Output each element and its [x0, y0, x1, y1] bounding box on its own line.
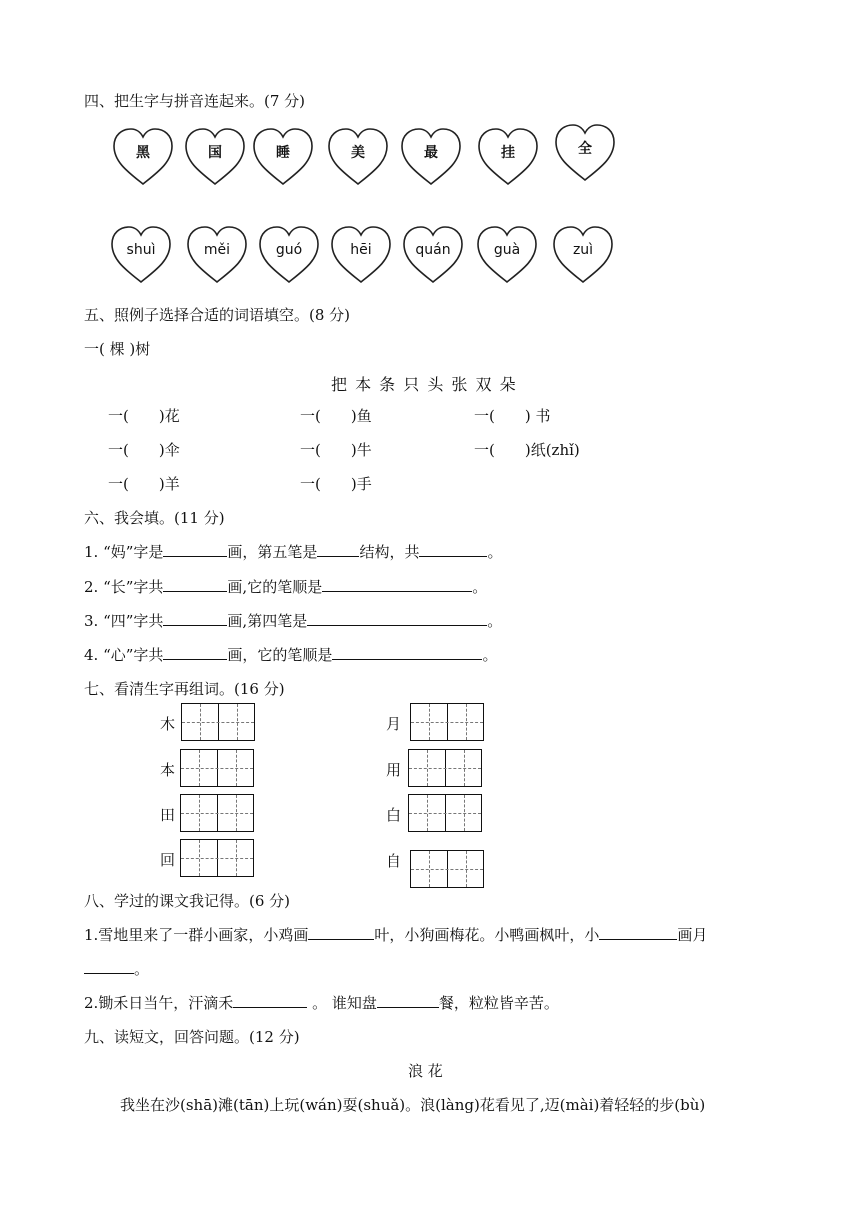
answer-blank[interactable] — [377, 992, 439, 1008]
q6-text: 4. “心”字共 — [84, 646, 164, 664]
q8-text: 2.锄禾日当午，汗滴禾 — [84, 994, 234, 1012]
q6-line-1 — [84, 541, 502, 562]
q8-line-1-cont — [84, 958, 149, 979]
heart-label: 国 — [208, 145, 222, 161]
writing-grid[interactable] — [410, 850, 484, 888]
grid-guide — [181, 813, 253, 814]
heart-label: 最 — [424, 145, 438, 161]
q8-text: 叶，小狗画梅花。小鸭画枫叶，小 — [374, 926, 600, 944]
grid-character-label: 用 — [386, 761, 402, 779]
heart-label: hēi — [350, 242, 372, 258]
grid-character-label: 田 — [160, 806, 176, 824]
q5-item: 一( )牛 — [300, 441, 372, 459]
heart-character[interactable] — [552, 122, 618, 184]
heart-character[interactable] — [398, 126, 464, 188]
answer-blank[interactable] — [163, 644, 227, 660]
q5-item: 一( )手 — [300, 475, 372, 493]
heart-pinyin[interactable] — [256, 224, 322, 286]
q5-item: 一( )鱼 — [300, 407, 372, 425]
q8-title: 八、学过的课文我记得。(6 分) — [84, 892, 291, 910]
q5-item: 一( ) 书 — [474, 407, 551, 425]
passage-title: 浪 花 — [408, 1062, 443, 1080]
q5-example: 一( 棵 )树 — [84, 340, 151, 358]
q6-text: 画,它的笔顺是 — [227, 578, 323, 596]
q6-line-3 — [84, 610, 502, 631]
grid-character-label: 木 — [160, 715, 176, 733]
q9-title: 九、读短文，回答问题。(12 分) — [84, 1028, 300, 1046]
grid-character-label: 月 — [386, 715, 402, 733]
heart-pinyin[interactable] — [328, 224, 394, 286]
writing-grid[interactable] — [181, 703, 255, 741]
grid-character-label: 回 — [160, 851, 176, 869]
q6-text: 。 — [487, 543, 503, 561]
heart-label: quán — [415, 242, 451, 258]
answer-blank[interactable] — [163, 576, 227, 592]
q6-text: 。 — [487, 612, 503, 630]
heart-label: guó — [275, 242, 303, 258]
grid-guide — [181, 768, 253, 769]
grid-guide — [411, 722, 483, 723]
answer-blank[interactable] — [307, 610, 487, 626]
heart-label: 全 — [578, 141, 592, 157]
q5-item: 一( )纸(zhǐ) — [474, 441, 580, 459]
q8-text: 1.雪地里来了一群小画家，小鸡画 — [84, 926, 309, 944]
answer-blank[interactable] — [599, 924, 677, 940]
q6-text: 画，它的笔顺是 — [227, 646, 333, 664]
q6-text: 画,第四笔是 — [227, 612, 308, 630]
writing-grid[interactable] — [408, 794, 482, 832]
q6-title: 六、我会填。(11 分) — [84, 509, 225, 527]
heart-label: zuì — [572, 242, 594, 258]
heart-pinyin[interactable] — [400, 224, 466, 286]
q6-line-2 — [84, 576, 487, 597]
writing-grid[interactable] — [180, 749, 254, 787]
q8-text: 画月 — [677, 926, 708, 944]
q8-line-1 — [84, 924, 707, 945]
passage-text: 我坐在沙(shā)滩(tān)上玩(wán)耍(shuǎ)。浪(làng)花看见了,迈(mài)着轻轻的步(bù) — [120, 1096, 706, 1114]
answer-blank[interactable] — [163, 610, 227, 626]
q6-line-4 — [84, 644, 497, 665]
q6-text: 3. “四”字共 — [84, 612, 164, 630]
heart-character[interactable] — [475, 126, 541, 188]
writing-grid[interactable] — [180, 794, 254, 832]
grid-guide — [181, 858, 253, 859]
q6-text: 。 — [472, 578, 488, 596]
heart-label: 美 — [351, 145, 365, 161]
q5-item: 一( )羊 — [108, 475, 180, 493]
q6-text: 。 — [482, 646, 498, 664]
heart-label: měi — [203, 242, 231, 258]
grid-character-label: 白 — [386, 806, 402, 824]
grid-character-label: 本 — [160, 761, 176, 779]
answer-blank[interactable] — [163, 541, 227, 557]
grid-guide — [411, 869, 483, 870]
heart-pinyin[interactable] — [184, 224, 250, 286]
q6-text: 2. “长”字共 — [84, 578, 164, 596]
heart-label: guà — [493, 242, 521, 258]
grid-guide — [409, 768, 481, 769]
writing-grid[interactable] — [180, 839, 254, 877]
writing-grid[interactable] — [410, 703, 484, 741]
heart-pinyin[interactable] — [474, 224, 540, 286]
q8-text: 。 谁知盘 — [307, 994, 377, 1012]
q6-text: 结构，共 — [359, 543, 420, 561]
heart-label: 挂 — [501, 145, 515, 161]
grid-character-label: 自 — [386, 852, 402, 870]
q5-item: 一( )花 — [108, 407, 180, 425]
grid-guide — [182, 722, 254, 723]
heart-character[interactable] — [250, 126, 316, 188]
q8-line-2 — [84, 992, 559, 1013]
heart-character[interactable] — [182, 126, 248, 188]
q7-title: 七、看清生字再组词。(16 分) — [84, 680, 285, 698]
heart-character[interactable] — [110, 126, 176, 188]
answer-blank[interactable] — [419, 541, 487, 557]
heart-pinyin[interactable] — [108, 224, 174, 286]
grid-guide — [409, 813, 481, 814]
q4-title: 四、把生字与拼音连起来。(7 分) — [84, 92, 306, 110]
heart-character[interactable] — [325, 126, 391, 188]
answer-blank[interactable] — [233, 992, 307, 1008]
heart-label: shuì — [126, 242, 156, 258]
heart-pinyin[interactable] — [550, 224, 616, 286]
answer-blank[interactable] — [308, 924, 374, 940]
q5-options: 把 本 条 只 头 张 双 朵 — [331, 375, 516, 394]
heart-label: 睡 — [276, 145, 290, 161]
q6-text: 1. “妈”字是 — [84, 543, 164, 561]
writing-grid[interactable] — [408, 749, 482, 787]
answer-blank[interactable] — [322, 576, 472, 592]
answer-blank[interactable] — [84, 958, 134, 974]
q5-item: 一( )伞 — [108, 441, 180, 459]
heart-label: 黑 — [136, 145, 150, 161]
q5-title: 五、照例子选择合适的词语填空。(8 分) — [84, 306, 351, 324]
answer-blank[interactable] — [317, 541, 359, 557]
answer-blank[interactable] — [332, 644, 482, 660]
q8-text: 。 — [134, 960, 150, 978]
q6-text: 画，第五笔是 — [227, 543, 318, 561]
q8-text: 餐，粒粒皆辛苦。 — [438, 994, 559, 1012]
